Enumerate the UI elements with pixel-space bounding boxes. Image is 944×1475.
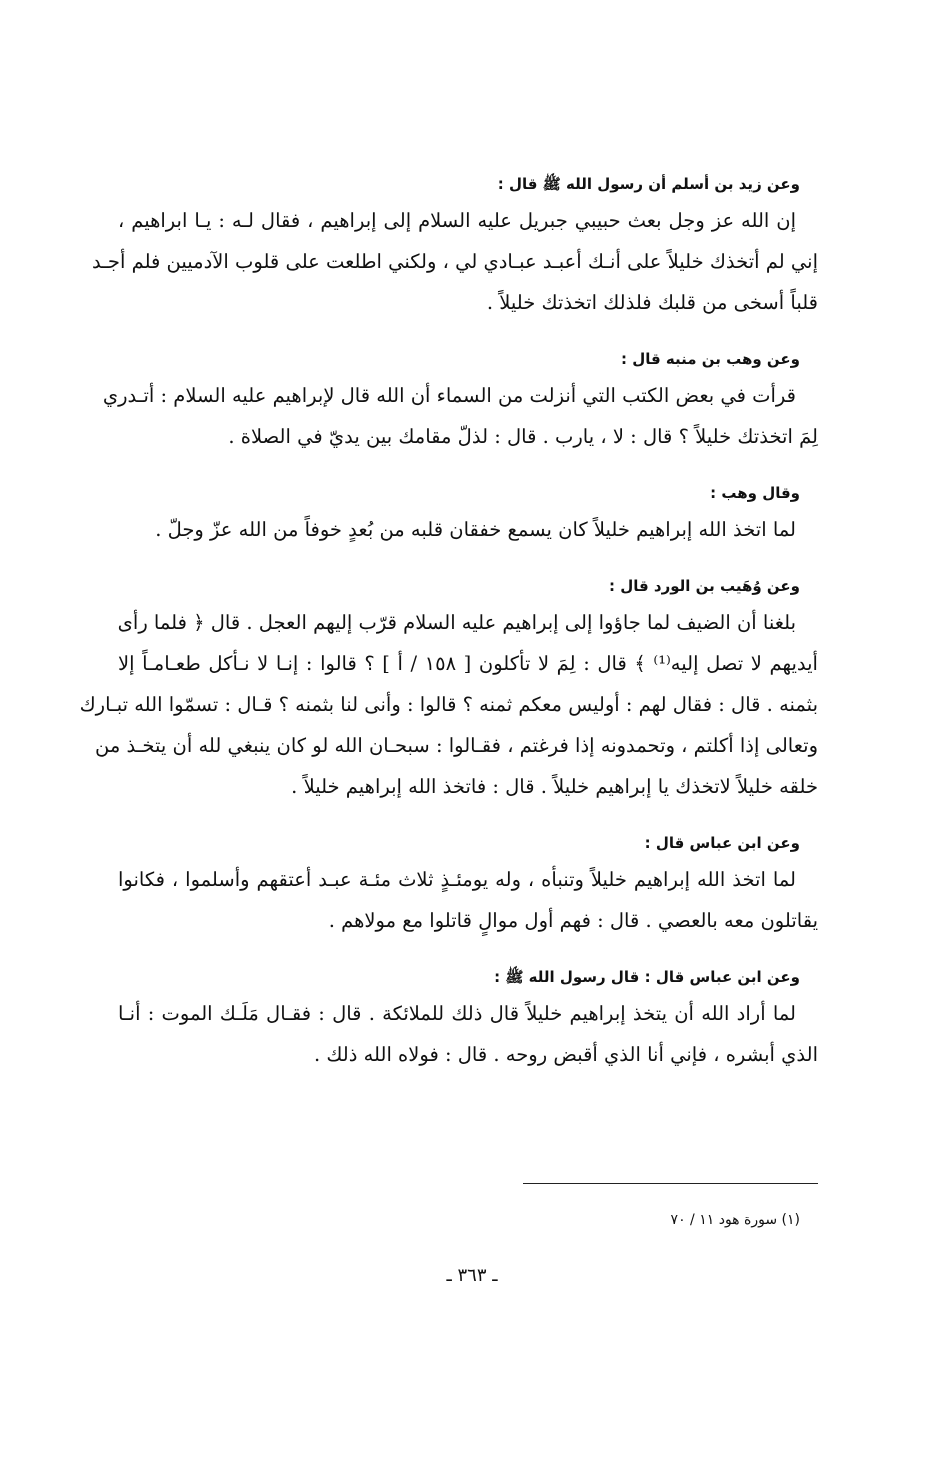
narration-text (118, 993, 818, 1075)
narration-block (102, 345, 818, 457)
narration-heading: وعن وُهَيب بن الورد قال : (608, 577, 800, 595)
page-body (79, 170, 818, 1097)
text-line: لما أراد الله أن يتخذ إبراهيم خليلاً قال ذلك للملائكة . قال : فقـال مَلَـك الموت : أنـا (118, 1002, 796, 1025)
text-line: أيديهم لا تصل إليه⁽¹⁾ ﴾ قال : لِمَ لا تأكلون [ ١٥٨ / أ ] ؟ قالوا : إنـا لا نـأكل طعـامـاً إلا (118, 652, 818, 675)
narration-heading: وقال وهب : (710, 484, 800, 502)
text-line: بلغنا أن الضيف لما جاؤوا إلى إبراهيم عليه السلام قرّب إليهم العجل . قال ﴿ فلما رأى (117, 611, 796, 634)
narration-heading: وعن ابن عباس قال : قال رسول الله ﷺ : (494, 968, 800, 986)
narration-text (118, 859, 818, 941)
text-line: وتعالى إذا أكلتم ، وتحمدونه إذا فرغتم ، فقـالوا : سبحـان الله لو كان ينبغي لله أن يتخـذ من (94, 734, 818, 757)
footnote-divider (523, 1183, 818, 1184)
narration-text (91, 200, 818, 323)
narration-heading: وعن ابن عباس قال : (644, 834, 800, 852)
narration-heading: وعن وهب بن منبه قال : (620, 350, 800, 368)
text-line: لما اتخذ الله إبراهيم خليلاً كان يسمع خفقان قلبه من بُعدٍ خوفاً من الله عزّ وجلّ . (155, 518, 796, 541)
text-line: يقاتلون معه بالعصي . قال : فهم أول موالٍ قاتلوا مع مولاهم . (328, 909, 818, 932)
narration-text (79, 602, 818, 807)
narration-block (118, 829, 818, 941)
narration-heading: وعن زيد بن أسلم أن رسول الله ﷺ قال : (497, 175, 800, 193)
text-line: الذي أبشره ، فإني أنا الذي أقبض روحه . قال : فولاه الله ذلك . (313, 1043, 818, 1066)
footnote: (١) سورة هود ١١ / ٧٠ (670, 1212, 800, 1228)
page-number: ـ ٣٦٣ ـ (446, 1265, 498, 1286)
text-line: خلقه خليلاً لاتخذك يا إبراهيم خليلاً . قال : فاتخذ الله إبراهيم خليلاً . (291, 775, 818, 798)
text-line: قرأت في بعض الكتب التي أنزلت من السماء أن الله قال لإبراهيم عليه السلام : أتـدري (102, 384, 796, 407)
narration-text (118, 509, 818, 550)
text-line: إن الله عز وجل بعث حبيبي جبريل عليه السلام إلى إبراهيم ، فقال لـه : يـا ابراهيم ، (118, 209, 796, 232)
narration-block (79, 572, 818, 807)
text-line: لِمَ اتخذتك خليلاً ؟ قال : لا ، يارب . قال : لذلّ مقامك بين يديّ في الصلاة . (228, 425, 818, 448)
text-line: إني لم أتخذك خليلاً على أنـك أعبـد عبـادي لي ، ولكني اطلعت على قلوب الآدميين فلم أجـد (91, 250, 818, 273)
text-line: بثمنه . قال : فقال لهم : أوليس معكم ثمنه ؟ قالوا : وأنى لنا بثمنه ؟ قـال : تسمّوا الله تبـارك (79, 693, 818, 716)
narration-block (118, 479, 818, 550)
narration-block (91, 170, 818, 323)
text-line: قلباً أسخى من قلبك فلذلك اتخذتك خليلاً . (486, 291, 818, 314)
text-line: لما اتخذ الله إبراهيم خليلاً وتنبأه ، وله يومئـذٍ ثلاث مئـة عبـد أعتقهم وأسلموا ، فكانوا (118, 868, 796, 891)
narration-text (102, 375, 818, 457)
narration-block (118, 963, 818, 1075)
